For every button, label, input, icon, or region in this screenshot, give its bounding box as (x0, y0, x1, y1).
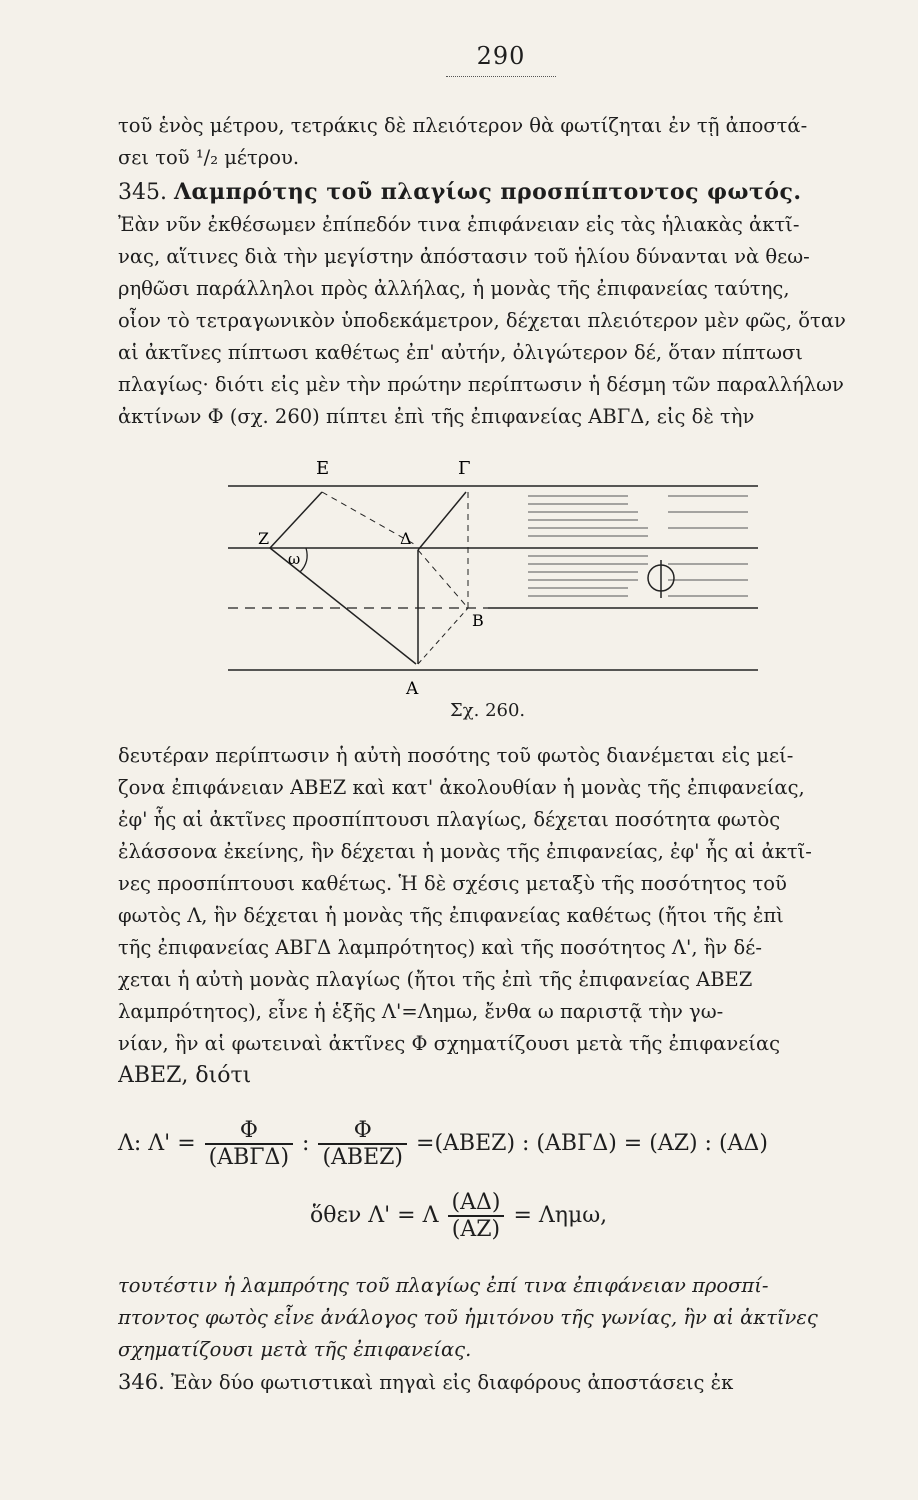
text-line: πλαγίως· διότι εἰς μὲν τὴν πρώτην περίπτωσιν ἡ δέσμη τῶν παραλλήλων (118, 373, 844, 396)
formula-rhs: =(ΑΒΕΖ) : (ΑΒΓΔ) = (ΑΖ) : (ΑΔ) (416, 1131, 768, 1156)
label-G: Γ (458, 458, 471, 479)
light-rays (528, 496, 748, 596)
text-line: νες προσπίπτουσι καθέτως. Ἡ δὲ σχέσις μεταξὺ τῆς ποσότητος τοῦ (118, 872, 787, 895)
label-Phi: Φ (708, 472, 720, 488)
figure-260 (228, 456, 788, 726)
text-line: τῆς ἐπιφανείας ΑΒΓΔ λαμπρότητος) καὶ τῆς ποσότητος Λ', ἣν δέ- (118, 936, 762, 959)
text-line: ἐλάσσονα ἐκείνης, ἣν δέχεται ἡ μονὰς τῆς ἐπιφανείας, ἐφ' ἧς αἱ ἀκτῖ- (118, 840, 812, 863)
fraction-3-denominator: (ΑΖ) (451, 1217, 501, 1242)
text-line: σει τοῦ ¹/₂ μέτρου. (118, 146, 300, 169)
text-line: αἱ ἀκτῖνες πίπτωσι καθέτως ἐπ' αὐτήν, ὀλιγώτερον δέ, ὅταν πίπτωσι (118, 341, 803, 364)
text-line: ἐφ' ἧς αἱ ἀκτῖνες προσπίπτουσι πλαγίως, δέχεται ποσότητα φωτὸς (118, 808, 781, 831)
text-line: ρηθῶσι παράλληλοι πρὸς ἀλλήλας, ἡ μονὰς τῆς ἐπιφανείας ταύτης, (118, 277, 790, 300)
label-A: Α (406, 679, 419, 699)
fraction-3-numerator: (ΑΔ) (448, 1190, 505, 1217)
label-B: Β (472, 611, 484, 630)
text-line: ἀκτίνων Φ (σχ. 260) πίπτει ἐπὶ τῆς ἐπιφανείας ΑΒΓΔ, εἰς δὲ τὴν (118, 405, 755, 428)
section-346 (118, 1366, 873, 1399)
fraction-2-numerator: Φ (318, 1118, 407, 1145)
text-line: σχηματίζουσι μετὰ τῆς ἐπιφανείας. (118, 1338, 472, 1361)
fraction-1-denominator: (ΑΒΓΔ) (208, 1145, 290, 1170)
page-number: 290 (476, 42, 526, 70)
intro-paragraph (118, 110, 873, 174)
line-E-Z (270, 492, 322, 548)
label-E: Ε (316, 458, 330, 479)
text-line: τουτέστιν ἡ λαμπρότης τοῦ πλαγίως ἐπί τινα ἐπιφάνειαν προσπί- (118, 1274, 769, 1297)
text-line: ΑΒΕΖ, διότι (118, 1063, 252, 1088)
section-title: Λαμπρότης τοῦ πλαγίως προσπίπτοντος φωτός. (173, 179, 802, 205)
angle-omega-arc (300, 548, 307, 572)
section-345 (118, 176, 873, 433)
text-line: τοῦ ἑνὸς μέτρου, τετράκις δὲ πλειότερον θὰ φωτίζηται ἐν τῇ ἀποστά- (118, 114, 808, 137)
fraction-3 (448, 1190, 505, 1242)
section-heading (118, 176, 873, 209)
text-line: δευτέραν περίπτωσιν ἡ αὐτὴ ποσότης τοῦ φωτὸς διανέμεται εἰς μεί- (118, 744, 794, 767)
page-number-rule (446, 76, 556, 77)
formula-result (310, 1190, 870, 1242)
line-D-B-dashed (418, 550, 468, 608)
fraction-2-denominator: (ΑΒΕΖ) (322, 1145, 404, 1170)
text-line: λαμπρότητος), εἶνε ἡ ἑξῆς Λ'=Λημω, ἔνθα ω παριστᾷ τὴν γω- (118, 1000, 724, 1023)
text-line: νας, αἵτινες διὰ τὴν μεγίστην ἀπόστασιν τοῦ ἡλίου δύνανται νὰ θεω- (118, 245, 810, 268)
line-A-B (418, 608, 468, 664)
section-346-text: Ἐὰν δύο φωτιστικαὶ πηγαὶ εἰς διαφόρους ἀποστάσεις ἐκ (170, 1371, 734, 1394)
text-line: ζονα ἐπιφάνειαν ΑΒΕΖ καὶ κατ' ἀκολουθίαν ἡ μονὰς τῆς ἐπιφανείας, (118, 776, 805, 799)
formula-colon: : (302, 1131, 310, 1156)
section-number: 345. (118, 180, 167, 205)
fraction-2 (318, 1118, 407, 1170)
formula-ratio (118, 1118, 878, 1170)
label-D: Δ (400, 529, 412, 548)
fraction-1 (205, 1118, 293, 1170)
text-line: χεται ἡ αὐτὴ μονὰς πλαγίως (ἤτοι τῆς ἐπὶ τῆς ἐπιφανείας ΑΒΕΖ (118, 968, 753, 991)
text-line: πτοντος φωτὸς εἶνε ἀνάλογος τοῦ ἡμιτόνου τῆς γωνίας, ἣν αἱ ἀκτῖνες (118, 1306, 818, 1329)
line-G-D (418, 492, 466, 550)
formula2-rhs: = Λημω, (513, 1203, 608, 1228)
formula2-prefix: ὅθεν Λ' = Λ (310, 1203, 439, 1228)
label-omega: ω (288, 550, 301, 568)
formula-lhs: Λ: Λ' = (118, 1131, 196, 1156)
conclusion-paragraph (118, 1270, 873, 1366)
figure-caption: Σχ. 260. (450, 700, 526, 721)
text-line: Ἐὰν νῦν ἐκθέσωμεν ἐπίπεδόν τινα ἐπιφάνειαν εἰς τὰς ἡλιακὰς ἀκτῖ- (118, 213, 800, 236)
fraction-1-numerator: Φ (205, 1118, 293, 1145)
text-line (118, 1366, 873, 1399)
text-line: φωτὸς Λ, ἣν δέχεται ἡ μονὰς τῆς ἐπιφανείας καθέτως (ἤτοι τῆς ἐπὶ (118, 904, 784, 927)
text-line: νίαν, ἣν αἱ φωτειναὶ ἀκτῖνες Φ σχηματίζουσι μετὰ τῆς ἐπιφανείας (118, 1032, 781, 1055)
label-Z: Ζ (258, 529, 270, 548)
body-paragraph (118, 740, 873, 1092)
section-number: 346. (118, 1370, 165, 1394)
text-line: οἷον τὸ τετραγωνικὸν ὑποδεκάμετρον, δέχεται πλειότερον μὲν φῶς, ὅταν (118, 309, 846, 332)
